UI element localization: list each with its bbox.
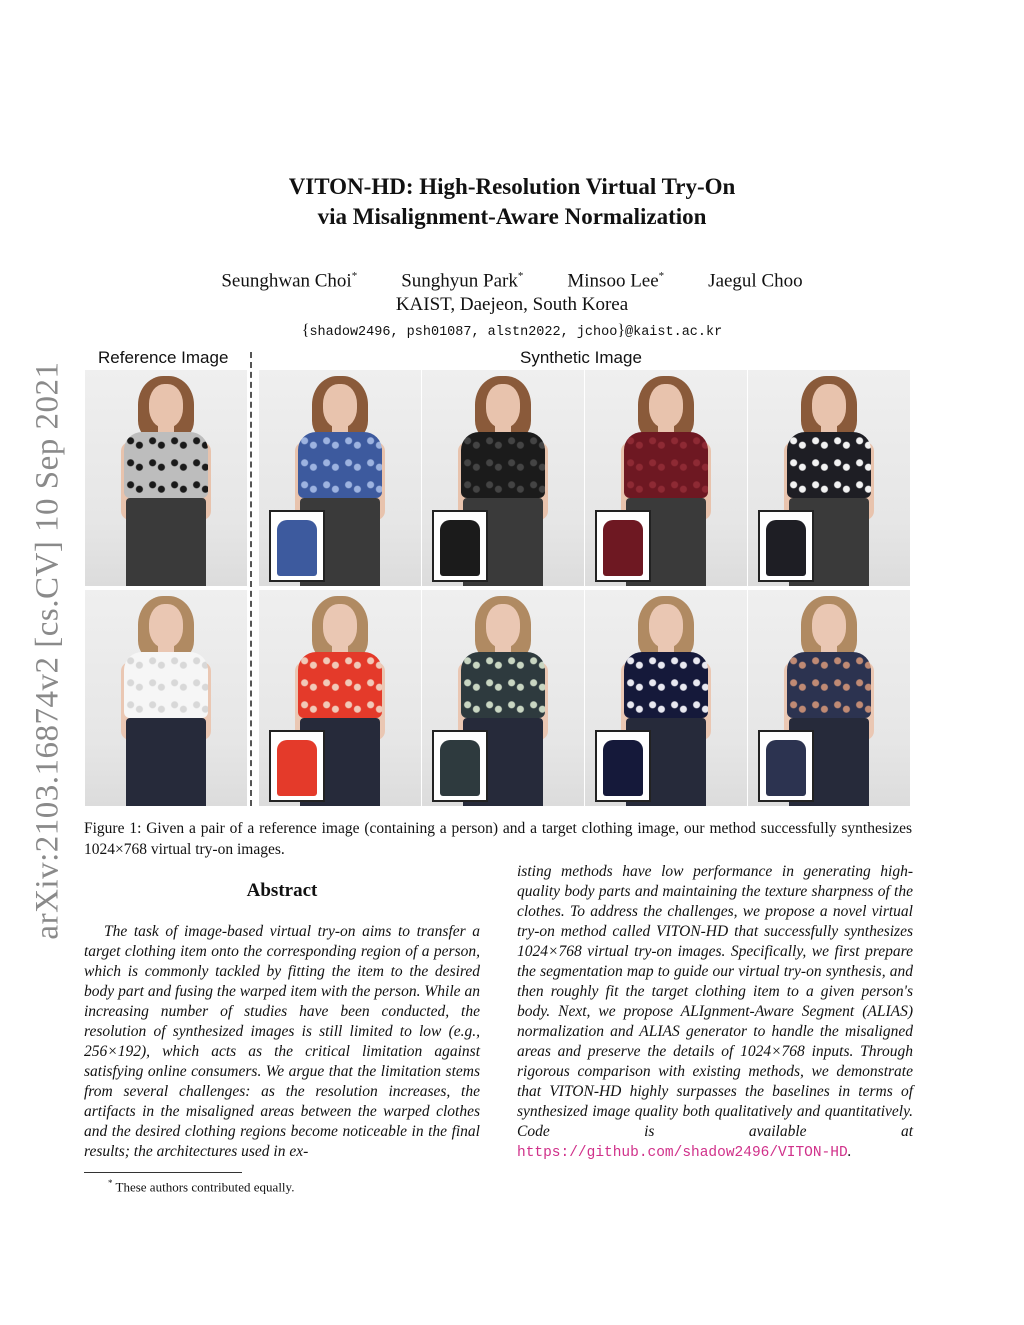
clothing-item bbox=[277, 740, 317, 796]
synthetic-photo bbox=[748, 590, 910, 806]
synthetic-photo bbox=[585, 370, 747, 586]
reference-image-label: Reference Image bbox=[98, 348, 229, 367]
model-face bbox=[649, 384, 683, 428]
model-face bbox=[486, 384, 520, 428]
synthetic-photo bbox=[259, 370, 421, 586]
model-face bbox=[323, 384, 357, 428]
author: Seunghwan Choi* bbox=[221, 270, 358, 292]
email-usernames: shadow2496, psh01087, alstn2022, jchoo bbox=[309, 325, 618, 340]
clothing-item bbox=[603, 740, 643, 796]
model-face bbox=[149, 384, 183, 428]
clothing-item bbox=[603, 520, 643, 576]
code-repository-link[interactable]: https://github.com/shadow2496/VITON-HD bbox=[517, 1145, 848, 1161]
model-top-garment bbox=[461, 652, 545, 718]
abstract-heading: Abstract bbox=[246, 880, 318, 901]
synthetic-photo bbox=[259, 590, 421, 806]
clothing-item bbox=[277, 520, 317, 576]
model-bottom-garment bbox=[126, 718, 206, 806]
model-face bbox=[323, 604, 357, 648]
paper-title bbox=[0, 172, 1024, 232]
author-list bbox=[0, 270, 1024, 292]
footnote-rule bbox=[84, 1172, 242, 1173]
synthetic-photo bbox=[422, 370, 584, 586]
author: Minsoo Lee* bbox=[567, 270, 665, 292]
author: Jaegul Choo bbox=[708, 270, 803, 292]
model-top-garment bbox=[624, 652, 708, 718]
synthetic-photo bbox=[748, 370, 910, 586]
model-face bbox=[812, 384, 846, 428]
model-top-garment bbox=[298, 432, 382, 498]
synthetic-photo bbox=[422, 590, 584, 806]
model-top-garment bbox=[124, 432, 208, 498]
model-top-garment bbox=[787, 432, 871, 498]
model-top-garment bbox=[461, 432, 545, 498]
target-clothing-thumbnail bbox=[595, 730, 651, 802]
figure-caption: Figure 1: Given a pair of a reference image (containing a person) and a target clothing image, our method successfully synthesizes 1024×768 virtual try-on images. bbox=[84, 820, 912, 858]
author-emails: {shadow2496, psh01087, alstn2022, jchoo}@kaist.ac.kr bbox=[301, 322, 723, 340]
reference-photo bbox=[85, 370, 247, 586]
abstract-body: The task of image-based virtual try-on aims to transfer a target clothing item onto the corresponding region of a person, which is commonly tackled by fitting the item to the desired body part and fusing the warped item with the person. While an increasing number of studies have been conducted, the resolution of synthesized images is still limited to low (e.g., 256×192), which acts as the critical limitation against satisfying online consumers. We argue that the limitation stems from several challenges: as the resolution increases, the artifacts in the misaligned areas between the warped clothes and the desired clothing regions become noticeable in the final results; the architectures used in ex- bbox=[84, 923, 480, 1160]
target-clothing-thumbnail bbox=[432, 730, 488, 802]
paper-title-line-2: via Misalignment-Aware Normalization bbox=[317, 204, 707, 229]
reference-synthetic-divider bbox=[250, 352, 252, 806]
target-clothing-thumbnail bbox=[595, 510, 651, 582]
clothing-item bbox=[440, 740, 480, 796]
author: Sunghyun Park* bbox=[401, 270, 524, 292]
model-face bbox=[486, 604, 520, 648]
reference-photo bbox=[85, 590, 247, 806]
clothing-item bbox=[766, 520, 806, 576]
model-top-garment bbox=[624, 432, 708, 498]
target-clothing-thumbnail bbox=[758, 510, 814, 582]
email-domain: @kaist.ac.kr bbox=[625, 325, 723, 340]
arxiv-identifier-text: arXiv:2103.16874v2 [cs.CV] 10 Sep 2021 bbox=[29, 360, 66, 940]
model-face bbox=[812, 604, 846, 648]
clothing-item bbox=[766, 740, 806, 796]
footnote: * These authors contributed equally. bbox=[108, 1178, 295, 1195]
arxiv-identifier-stamp bbox=[28, 355, 68, 945]
synthetic-photo bbox=[585, 590, 747, 806]
paper-title-line-1: VITON-HD: High-Resolution Virtual Try-On bbox=[288, 174, 736, 199]
model-bottom-garment bbox=[126, 498, 206, 586]
model-top-garment bbox=[124, 652, 208, 718]
abstract-body-continued: isting methods have low performance in generating high-quality body parts and maintaining the texture sharpness of the clothes. To address the challenges, we propose a novel virtual try-on method called VITON-HD that successfully synthesizes 1024×768 virtual try-on images. Specifically, we first prepare the segmentation map to guide our virtual try-on synthesis, and then roughly fit the target clothing item to a given person's body. Next, we propose ALIgnment-Aware Segment (ALIAS) normalization and ALIAS generator to handle the misaligned areas and preserve the details of 1024×768 inputs. Through rigorous comparison with existing methods, we demonstrate that VITON-HD highly surpasses the baselines in terms of synthesized image quality both qualitatively and quantitatively. Code is available at https://github.com/shadow2496/VITON-HD. bbox=[517, 863, 913, 1161]
synthetic-image-label: Synthetic Image bbox=[520, 348, 642, 367]
model-top-garment bbox=[298, 652, 382, 718]
clothing-item bbox=[440, 520, 480, 576]
target-clothing-thumbnail bbox=[269, 510, 325, 582]
target-clothing-thumbnail bbox=[269, 730, 325, 802]
model-face bbox=[149, 604, 183, 648]
try-on-figure-grid bbox=[85, 370, 911, 806]
target-clothing-thumbnail bbox=[432, 510, 488, 582]
model-face bbox=[649, 604, 683, 648]
affiliation: KAIST, Daejeon, South Korea bbox=[395, 294, 629, 315]
model-top-garment bbox=[787, 652, 871, 718]
target-clothing-thumbnail bbox=[758, 730, 814, 802]
